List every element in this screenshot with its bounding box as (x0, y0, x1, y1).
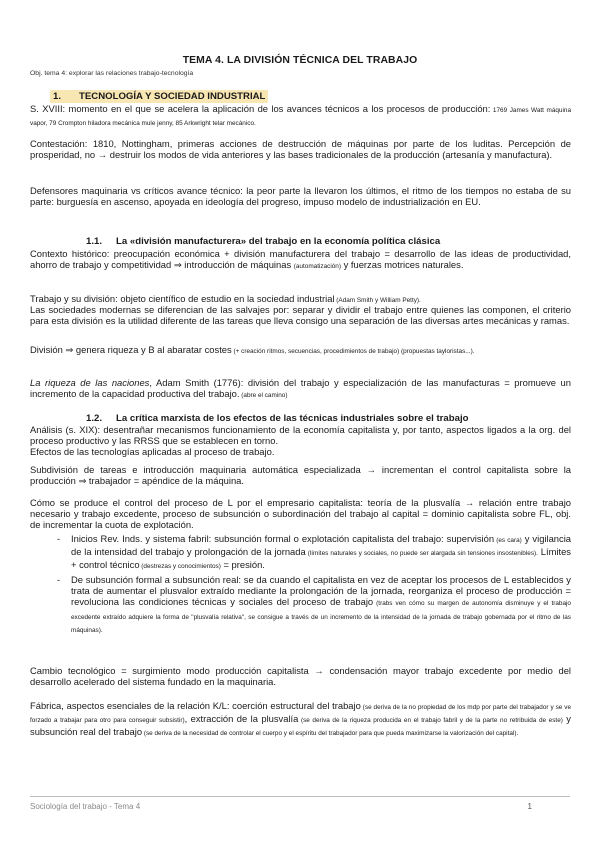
paragraph-note: 1769 James Watt máquina vapor, 79 Crompton hiladora mecánica mule jenny, 85 Arkwright telar mecánico. (30, 107, 572, 128)
section-1-1-paragraph-4 (30, 344, 571, 357)
section-1-heading (50, 91, 268, 102)
bullet-dash: - (57, 533, 61, 544)
section-1-paragraph-2: Contestación: 1810, Nottingham, primeras acciones de destrucción de máquinas por parte de los luditas. Percepción de prosperidad, no → destruir los modos de vida anteriores y las bases tradicionales de la producción (artesanía y manufactura). (30, 138, 571, 161)
list-item-text: Límites + control técnico (71, 546, 571, 571)
section-1-highlight (50, 90, 268, 103)
paragraph-note: (se deriva de la no propiedad de los mdp por parte del trabajador y se ve forzado a trabajar para otro para conseguir subsistir) (30, 704, 572, 725)
paragraph-note: (+ creación ritmos, secuencias, procedimientos de trabajo) (propuestas tayloristas...). (231, 348, 475, 355)
list-item-text: Inicios Rev. Inds. y sistema fabril: subsunción formal o explotación capitalista del trabajo: supervisión (71, 533, 495, 544)
section-1-2-paragraph-6 (30, 700, 571, 739)
book-title: La riqueza de las naciones (30, 377, 150, 388)
list-item-text: De subsunción formal a subsunción real: se da cuando el capitalista en vez de aceptar los procesos de L establecidos y trata de aumentar el plusvalor extraído mediante la prolongación de la jornada, reorganiza el proceso de producción = revoluciona las condiciones técnicas y sociales del proceso de trabajo (71, 574, 571, 608)
list-item-text: y vigilancia de la intensidad del trabajo y prolongación de la jornada (71, 533, 571, 558)
section-1-2-paragraph-3: Subdivisión de tareas e introducción maquinaria automática especializada → incrementan el control capitalista sobre la producción ⇒ trabajador = apéndice de la máquina. (30, 464, 571, 487)
paragraph-text: , extracción de la plusvalía (184, 713, 299, 725)
section-1-1-title: La «división manufacturera» del trabajo en la economía política clásica (116, 236, 441, 247)
section-1-2-title: La crítica marxista de los efectos de las técnicas industriales sobre el trabajo (116, 413, 469, 424)
section-1-paragraph-3: Defensores maquinaria vs críticos avance técnico: la peor parte la llevaron los últimos, el ritmo de los tiempos no estaba de su parte: burguesía en ascenso, apoyada en ideología del progreso, impuso modelo de industrialización en EU. (30, 185, 571, 208)
section-1-2-paragraph-1: Análisis (s. XIX): desentrañar mecanismos funcionamiento de la economía capitalista y, por tanto, aspectos ligados a la org. del proceso productivo y las RRSS que se establecen en torno. (30, 424, 571, 447)
list-item-note: (límites naturales y sociales, no puede ser alargada sin tensiones insostenibles). (305, 550, 538, 558)
subsumption-list (57, 533, 571, 636)
paragraph-text: y subsunción real del trabajo (30, 713, 571, 738)
footer-text: Sociología del trabajo - Tema 4 (30, 802, 141, 811)
page-number: 1 (527, 802, 532, 811)
section-1-2-paragraph-4: Cómo se produce el control del proceso de L por el empresario capitalista: teoría de la plusvalía → relación entre trabajo necesario y trabajo excedente, proceso de subsunción o subordinación del trabajo al capital = dominio capitalista sobre FL, obj. de incrementar la cuota de explotación. (30, 497, 571, 531)
paragraph-text: Contexto histórico: preocupación económica + división manufacturera del trabajo = desarrollo de las ideas de productividad, ahorro de trabajo y competitividad ⇒ introducción de máquinas (30, 248, 571, 271)
section-1-1-number: 1.1. (86, 236, 103, 247)
paragraph-text: Fábrica, aspectos esenciales de la relación K/L: coerción estructural del trabajo (30, 700, 361, 711)
section-1-number: 1. (53, 91, 62, 102)
list-item-note: (es cara) (494, 537, 522, 544)
list-item-note: (destrezas y conocimientos) (139, 563, 221, 571)
paragraph-note: (automatización) (293, 263, 341, 271)
paragraph-text: , Adam Smith (1776): división del trabajo y especialización de las manufacturas = promueve un incremento de la capacidad productiva del trabajo. (30, 377, 571, 400)
document-objective: Obj. tema 4: explorar las relaciones trabajo-tecnología (30, 70, 194, 77)
bullet-dash: - (57, 574, 61, 586)
paragraph-text: y fuerzas motrices naturales. (341, 259, 464, 271)
section-1-2-heading (86, 413, 468, 424)
section-1-title: TECNOLOGÍA Y SOCIEDAD INDUSTRIAL (79, 91, 266, 102)
paragraph-text: S. XVIII: momento en el que se acelera la aplicación de los avances técnicos a los procesos de producción: (30, 103, 491, 114)
section-1-2-paragraph-2: Efectos de las tecnologías aplicadas al proceso de trabajo. (30, 446, 275, 457)
paragraph-note: (Adam Smith y William Petty). (334, 297, 421, 304)
section-1-1-heading (86, 236, 440, 247)
document-title: TEMA 4. LA DIVISIÓN TÉCNICA DEL TRABAJO (182, 55, 418, 66)
paragraph-note: (abre el camino) (239, 392, 288, 400)
paragraph-note: (se deriva de la riqueza producida en el trabajo fabril y de la parte no retribuida de este) (298, 717, 563, 725)
section-1-1-paragraph-5 (30, 377, 571, 401)
list-item-text: = presión. (220, 559, 265, 571)
section-1-2-number: 1.2. (86, 413, 103, 424)
section-1-1-paragraph-3: Las sociedades modernas se diferencian de las salvajes por: separar y dividir el trabajo entre quienes las componen, el criterio para esta división es la utilidad diferente de las tareas que lleva consigo una separación de las diversas artes mecánicas y ramas. (30, 304, 571, 327)
paragraph-text: División ⇒ genera riqueza y B al abaratar costes (30, 344, 232, 355)
section-1-1-paragraph-1 (30, 248, 571, 272)
footer-divider (30, 796, 570, 797)
section-1-2-paragraph-5: Cambio tecnológico = surgimiento modo producción capitalista → condensación mayor trabajo excedente por medio del desarrollo acelerado del sistema fundado en la maquinaria. (30, 665, 571, 688)
section-1-paragraph-1 (30, 103, 571, 129)
list-item (57, 533, 571, 572)
list-item-note: (trabs ven cómo su margen de autonomía disminuye y el trabajo excedente extraído adquiere la forma de "plusvalía relativa", se consigue a través de un incremento de la intensidad de la jornada de trabajo gobernada por el ritmo de las máquinas). (71, 600, 571, 634)
paragraph-text: Trabajo y su división: objeto científico de estudio en la sociedad industrial (30, 293, 335, 304)
list-item (57, 574, 571, 635)
paragraph-note: (se deriva de la necesidad de controlar el cuerpo y el espíritu del trabajador para que pueda maximizarse la valorización del capital). (142, 730, 519, 738)
